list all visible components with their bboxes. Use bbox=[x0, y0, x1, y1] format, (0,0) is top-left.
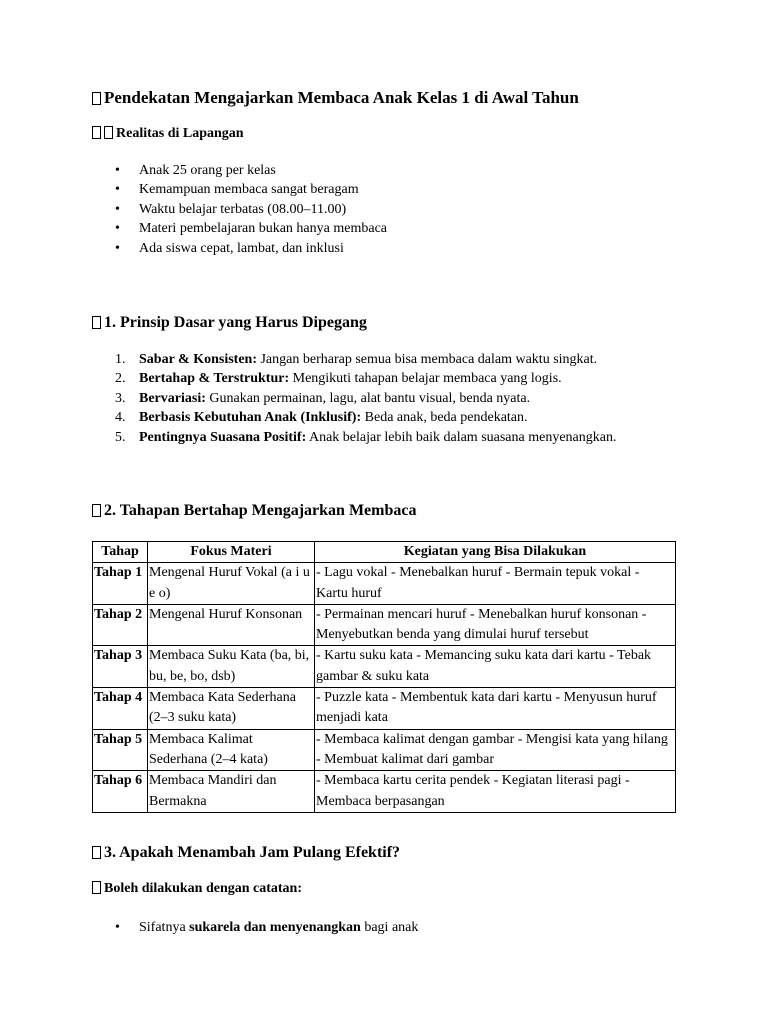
missing-emoji-icon bbox=[92, 846, 101, 859]
prinsip-heading-row bbox=[92, 314, 367, 332]
tahapan-heading: 2. Tahapan Bertahap Mengajarkan Membaca bbox=[104, 502, 417, 519]
fokus-cell: Mengenal Huruf Konsonan bbox=[148, 604, 315, 646]
prinsip-heading: 1. Prinsip Dasar yang Harus Dipegang bbox=[104, 314, 367, 331]
list-item: 5. Pentingnya Suasana Positif: Anak belajar lebih baik dalam suasana menyenangkan. bbox=[115, 429, 617, 445]
kegiatan-cell: - Puzzle kata - Membentuk kata dari kartu - Menyusun huruf menjadi kata bbox=[315, 688, 676, 730]
tahap-cell: Tahap 6 bbox=[93, 771, 148, 813]
list-item: 2. Bertahap & Terstruktur: Mengikuti tahapan belajar membaca yang logis. bbox=[115, 371, 562, 387]
missing-emoji-icon bbox=[92, 504, 101, 517]
document-title: Pendekatan Mengajarkan Membaca Anak Kelas 1 di Awal Tahun bbox=[104, 88, 579, 107]
prinsip-list bbox=[112, 350, 616, 447]
tahapan-table bbox=[92, 541, 676, 813]
column-header: Fokus Materi bbox=[148, 542, 315, 563]
missing-emoji-icon bbox=[92, 881, 101, 894]
jam-pulang-subheading: Boleh dilakukan dengan catatan: bbox=[104, 881, 302, 896]
table-row bbox=[93, 688, 676, 730]
kegiatan-cell: - Kartu suku kata - Memancing suku kata dari kartu - Tebak gambar & suku kata bbox=[315, 646, 676, 688]
list-item: • Materi pembelajaran bukan hanya membaca bbox=[112, 219, 387, 238]
kegiatan-cell: - Permainan mencari huruf - Menebalkan huruf konsonan - Menyebutkan benda yang dimulai huruf tersebut bbox=[315, 604, 676, 646]
tahapan-heading-row bbox=[92, 502, 416, 520]
list-item: 1. Sabar & Konsisten: Jangan berharap semua bisa membaca dalam waktu singkat. bbox=[115, 352, 598, 367]
table-row bbox=[93, 563, 676, 605]
kegiatan-cell: - Membaca kartu cerita pendek - Kegiatan literasi pagi - Membaca berpasangan bbox=[315, 771, 676, 813]
tahap-cell: Tahap 5 bbox=[93, 729, 148, 771]
jam-pulang-subheading-row bbox=[92, 881, 302, 897]
table-row bbox=[93, 604, 676, 646]
fokus-cell: Membaca Kalimat Sederhana (2–4 kata) bbox=[148, 729, 315, 771]
list-item: • Waktu belajar terbatas (08.00–11.00) bbox=[112, 200, 387, 219]
fokus-cell: Membaca Mandiri dan Bermakna bbox=[148, 771, 315, 813]
jam-pulang-heading: 3. Apakah Menambah Jam Pulang Efektif? bbox=[104, 844, 401, 861]
column-header: Tahap bbox=[93, 542, 148, 563]
realitas-heading: Realitas di Lapangan bbox=[116, 126, 244, 141]
table-row bbox=[93, 729, 676, 771]
list-item: • Sifatnya sukarela dan menyenangkan bagi anak bbox=[112, 918, 418, 937]
fokus-cell: Mengenal Huruf Vokal (a i u e o) bbox=[148, 563, 315, 605]
missing-emoji-icon bbox=[104, 126, 113, 139]
tahap-cell: Tahap 1 bbox=[93, 563, 148, 605]
column-header: Kegiatan yang Bisa Dilakukan bbox=[315, 542, 676, 563]
realitas-list bbox=[112, 161, 387, 258]
table-row bbox=[93, 771, 676, 813]
tahap-cell: Tahap 2 bbox=[93, 604, 148, 646]
fokus-cell: Membaca Kata Sederhana (2–3 suku kata) bbox=[148, 688, 315, 730]
missing-emoji-icon bbox=[92, 126, 101, 139]
list-item: • Ada siswa cepat, lambat, dan inklusi bbox=[112, 239, 387, 258]
list-item: 4. Berbasis Kebutuhan Anak (Inklusif): Beda anak, beda pendekatan. bbox=[115, 410, 528, 426]
table-row bbox=[93, 646, 676, 688]
missing-emoji-icon bbox=[92, 316, 101, 329]
realitas-heading-row bbox=[92, 126, 244, 142]
kegiatan-cell: - Lagu vokal - Menebalkan huruf - Bermain tepuk vokal - Kartu huruf bbox=[315, 563, 676, 605]
table-header-row bbox=[93, 542, 676, 563]
jam-pulang-list bbox=[112, 918, 418, 937]
missing-emoji-icon bbox=[92, 92, 101, 105]
list-item: • Anak 25 orang per kelas bbox=[112, 161, 387, 180]
tahap-cell: Tahap 4 bbox=[93, 688, 148, 730]
document-title-row bbox=[92, 88, 579, 108]
list-item: 3. Bervariasi: Gunakan permainan, lagu, alat bantu visual, benda nyata. bbox=[115, 390, 531, 406]
kegiatan-cell: - Membaca kalimat dengan gambar - Mengisi kata yang hilang - Membuat kalimat dari gambar bbox=[315, 729, 676, 771]
fokus-cell: Membaca Suku Kata (ba, bi, bu, be, bo, dsb) bbox=[148, 646, 315, 688]
tahap-cell: Tahap 3 bbox=[93, 646, 148, 688]
jam-pulang-heading-row bbox=[92, 844, 400, 862]
list-item: • Kemampuan membaca sangat beragam bbox=[112, 180, 387, 199]
